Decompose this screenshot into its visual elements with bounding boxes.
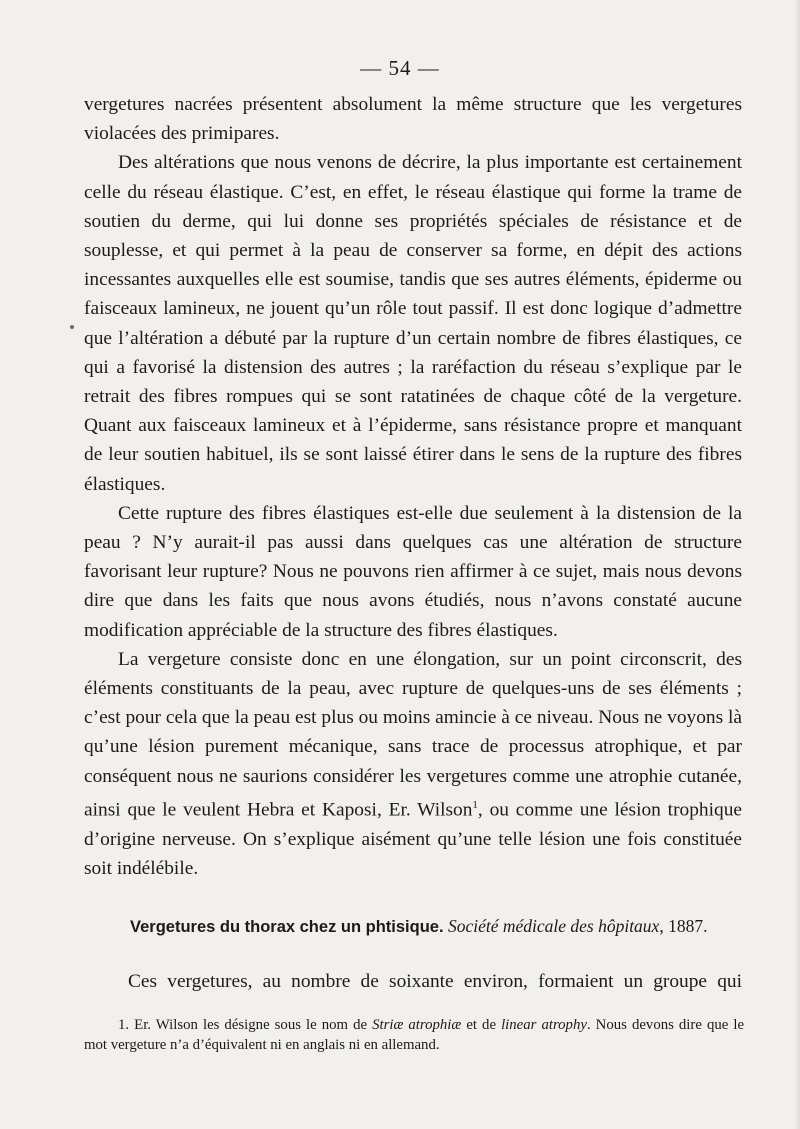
conclusion-text-end: ou comme une lésion trophique d’origine nerveuse. On s’explique aisément qu’une telle lésion une fois constituée soit indélébile. — [84, 799, 742, 879]
footnote-english-term: linear atrophy — [501, 1017, 587, 1033]
page-number: — 54 — — [360, 56, 440, 80]
footnote-text-1: Er. Wilson les désigne sous le nom de — [134, 1017, 368, 1033]
footnote-text-2: et de — [466, 1017, 497, 1033]
case-year: , 1887. — [659, 916, 708, 936]
paragraph-case-description: Ces vergetures, au nombre de soixante environ, formaient un groupe qui — [128, 971, 742, 992]
paragraph-elastic-network: Des altérations que nous venons de décrire, la plus importante est certainement celle du réseau élastique. C’est, en effet, le réseau élastique qui forme la trame de soutien du derme, qui lui donne ses propriétés spéciales de résistance et de souplesse, et qui permet à la peau de conserver sa forme, en dépit des actions incessantes auxquelles elle est soumise, tandis que ses autres éléments, épiderme ou faisceaux lamineux, ne jouent qu’un rôle tout passif. Il est donc logique d’admettre que l’altération a débuté par la rupture d’un certain nombre de fibres élastiques, ce qui a favorisé la distension des autres ; la raréfaction du réseau s’explique par le retrait des fibres rompues qui se sont ratatinées de chaque côté de la vergeture. Quant aux faisceaux lamineux et à l’épiderme, sans résistance propre et manquant de leur soutien habituel, ils se sont laissé étirer dans le sens de la rupture des fibres élastiques. — [84, 152, 742, 495]
paragraph-continuation: vergetures nacrées présentent absolument la même structure que les vergetures violacées des primipares. — [84, 94, 742, 145]
footnote-text-3: . Nous devons dire que le mot vergeture n’a d’équivalent ni en anglais ni en allemand. — [84, 1017, 745, 1053]
case-heading — [130, 914, 770, 939]
case-source: Société médicale des hôpitaux — [447, 916, 660, 936]
main-text — [84, 90, 742, 883]
page-edge-shadow — [794, 0, 800, 1129]
case-title: Vergetures du thorax chez un phtisique. — [130, 918, 444, 936]
footnote-number: 1. — [118, 1017, 130, 1033]
margin-speck — [70, 325, 74, 329]
footnote — [84, 1015, 744, 1055]
paragraph-rupture-question: Cette rupture des fibres élastiques est-elle due seulement à la distension de la peau ? N’y aurait-il pas aussi dans quelques cas une altération de structure favorisant leur rupture? Nous ne pouvons rien affirmer à ce sujet, mais nous devons dire que dans les faits que nous avons étudiés, nous n’avons constaté aucune modification appréciable de la structure des fibres élastiques. — [84, 502, 742, 641]
paragraph-conclusion: La vergeture consiste donc en une élongation, sur un point circonscrit, des éléments constituants de la peau, avec rupture de quelques-uns de ses éléments ; c’est pour cela que la peau est plus ou moins amincie à ce niveau. Nous ne voyons là qu’une lésion purement mécanique, sans trace de processus atrophique, et par conséquent nous ne saurions considérer les vergetures comme une atrophie cutanée, ainsi que le veulent Hebra et Kaposi, Er. Wilson$^1$, ou comme une lésion trophique d’origine nerveuse. On s’explique aisément qu’une telle lésion une fois constituée soit indélébile. — [84, 648, 743, 879]
conclusion-text: La vergeture consiste donc en une élongation, sur un point circonscrit, des éléments constituants de la peau, avec rupture de quelques-uns de ses éléments ; c’est pour cela que la peau est plus ou moins amincie à ce niveau. Nous ne voyons là qu’une lésion purement mécanique, sans trace de processus atrophique, et par conséquent nous ne saurions considérer les vergetures comme une atrophie cutanée, ainsi que le veulent Hebra et Kaposi, Er. Wilson — [84, 648, 743, 821]
footnote-latin-term: Striæ atrophiæ — [372, 1017, 462, 1033]
footnote-reference: 1 — [472, 798, 478, 811]
